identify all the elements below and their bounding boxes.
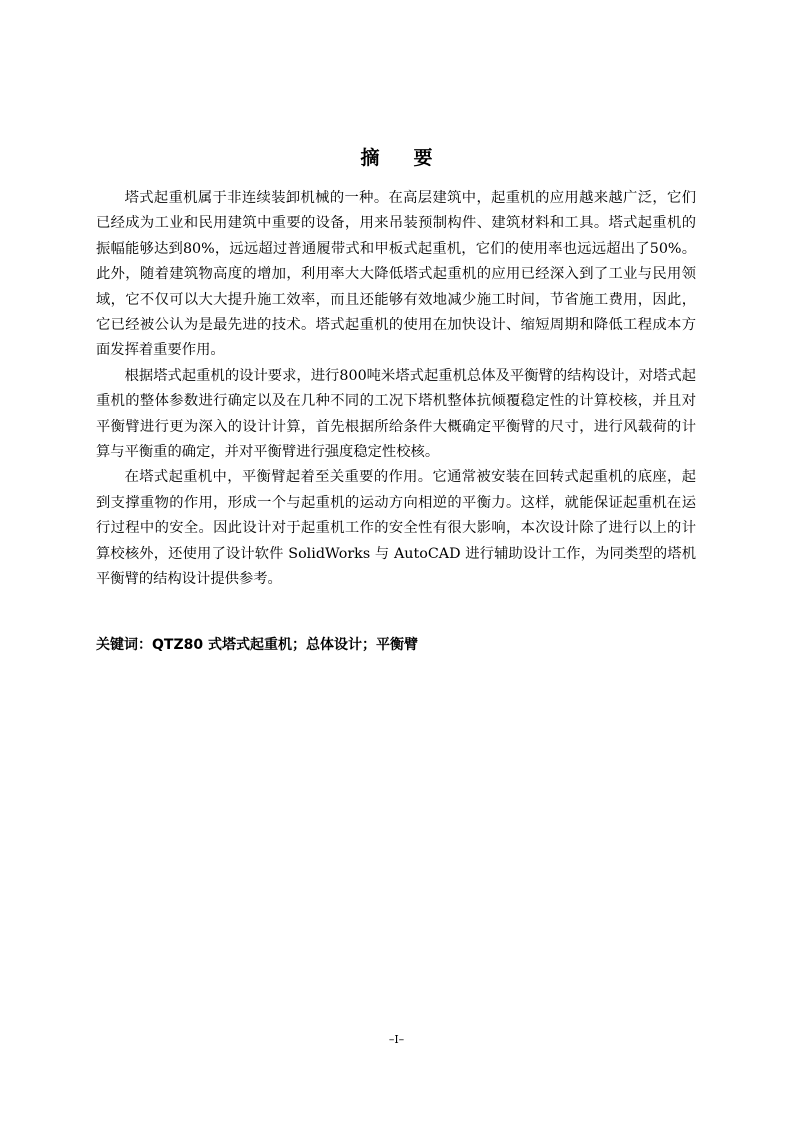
abstract-paragraph-1: 塔式起重机属于非连续装卸机械的一种。在高层建筑中，起重机的应用越来越广泛，它们已经成为工业和民用建筑中重要的设备，用来吊装预制构件、建筑材料和工具。塔式起重机的振幅能够达到80%，远远超过普通履带式和甲板式起重机，它们的使用率也远远超出了50%。此外，随着建筑物高度的增加，利用率大大降低塔式起重机的应用已经深入到了工业与民用领域，它不仅可以大大提升施工效率，而且还能够有效地减少施工时间，节省施工费用，因此，它已经被公认为是最先进的技术。塔式起重机的使用在加快设计、缩短周期和降低工程成本方面发挥着重要作用。	[96, 190, 696, 359]
abstract-paragraph-3: 在塔式起重机中，平衡臂起着至关重要的作用。它通常被安装在回转式起重机的底座，起到支撑重物的作用，形成一个与起重机的运动方向相逆的平衡力。这样，就能保证起重机在运行过程中的安全。因此设计对于起重机工作的安全性有很大影响，本次设计除了进行以上的计算校核外，还使用了设计软件 SolidWorks 与 AutoCAD 进行辅助设计工作，为同类型的塔机平衡臂的结构设计提供参考。	[96, 469, 696, 588]
abstract-title	[0, 143, 793, 170]
abstract-paragraph-2: 根据塔式起重机的设计要求，进行800吨米塔式起重机总体及平衡臂的结构设计，对塔式起重机的整体参数进行确定以及在几种不同的工况下塔机整体抗倾覆稳定性的计算校核，并且对平衡臂进行更为深入的设计计算，首先根据所给条件大概确定平衡臂的尺寸，进行风载荷的计算与平衡重的确定，并对平衡臂进行强度稳定性校核。	[96, 367, 696, 461]
abstract-body	[96, 186, 696, 593]
page-number: –I–	[388, 1033, 405, 1046]
abstract-title-char-2: 要	[413, 147, 433, 169]
keywords-line: 关键词：QTZ80 式塔式起重机；总体设计；平衡臂	[96, 637, 418, 653]
abstract-title-char-1: 摘	[360, 147, 380, 169]
